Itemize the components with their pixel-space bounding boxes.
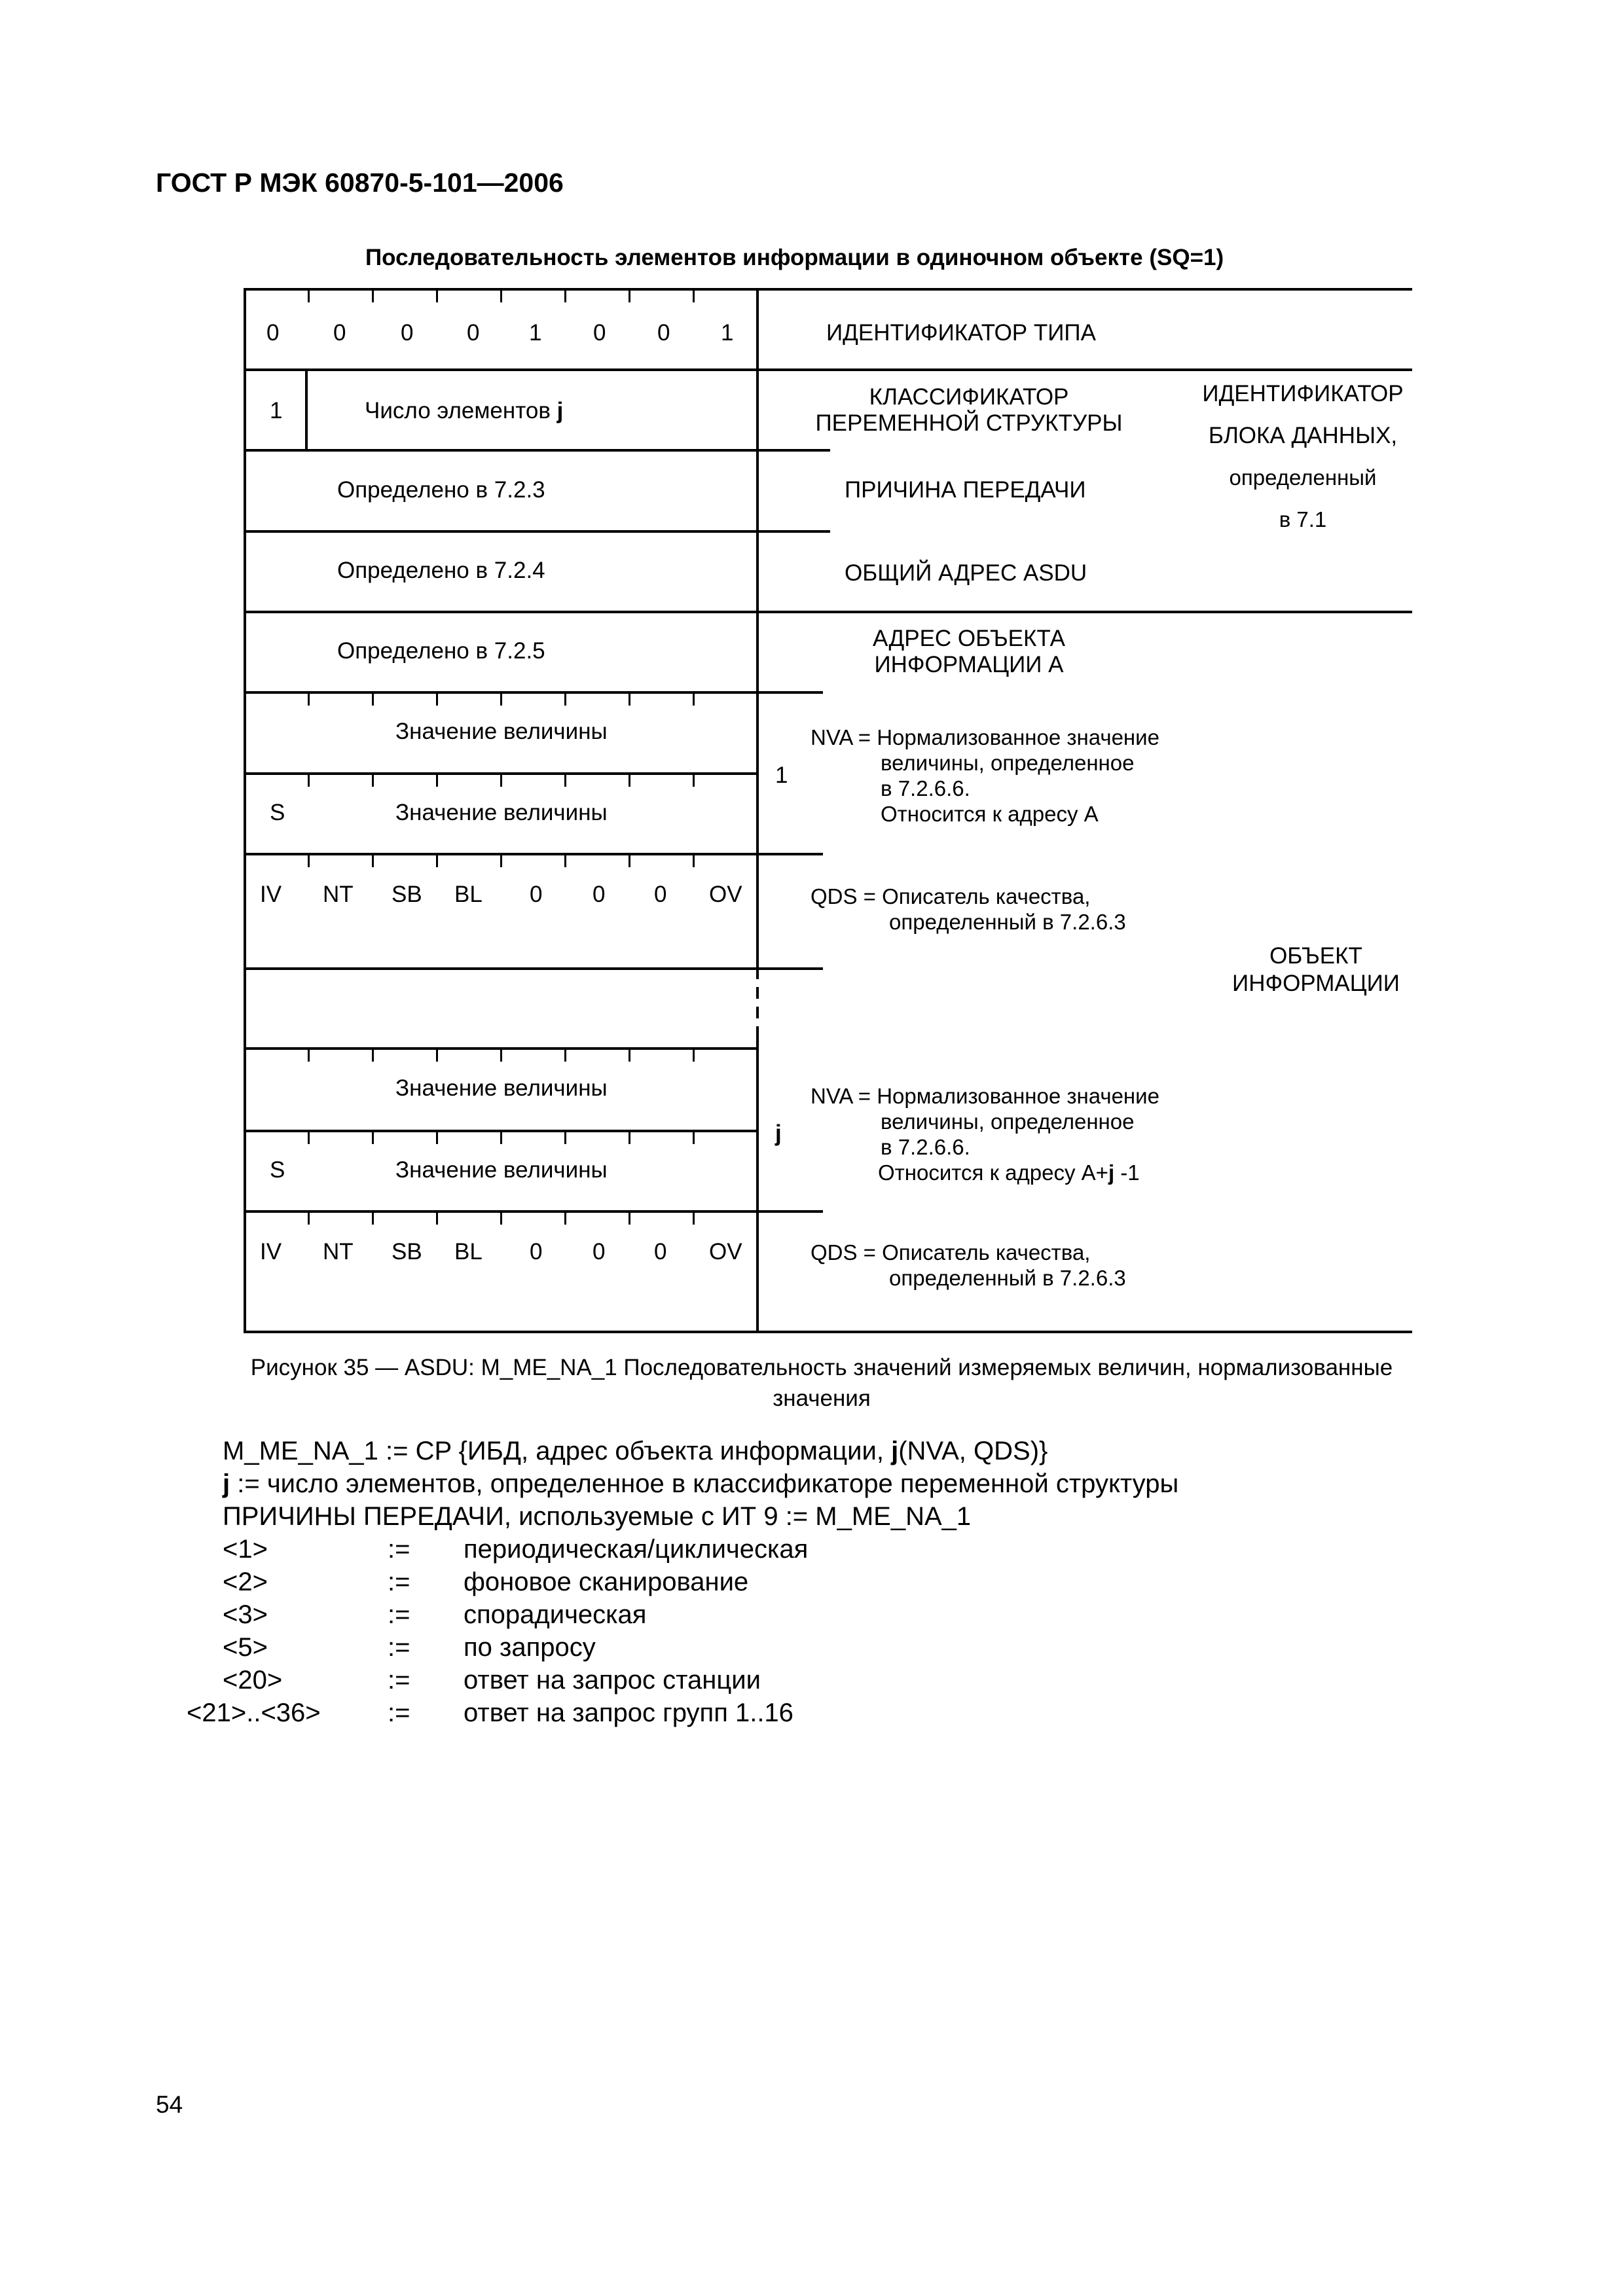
type-bit: 0 bbox=[657, 320, 670, 346]
definition-line: j := число элементов, определенное в классификаторе переменной структуры bbox=[223, 1469, 1179, 1498]
cause-code: <1> bbox=[223, 1535, 268, 1564]
cause-text: ответ на запрос станции bbox=[464, 1666, 761, 1695]
cause-code: <2> bbox=[223, 1568, 268, 1596]
ioa-label: АДРЕС ОБЪЕКТА ИНФОРМАЦИИ А bbox=[873, 626, 1065, 677]
cot-label: ПРИЧИНА ПЕРЕДАЧИ bbox=[845, 477, 1086, 503]
qds-bit: OV bbox=[709, 882, 742, 907]
group-index: j bbox=[775, 1121, 782, 1146]
cause-op: := bbox=[388, 1568, 410, 1596]
type-bit: 0 bbox=[333, 320, 346, 346]
qds-bit: 0 bbox=[593, 1239, 606, 1265]
type-bit: 0 bbox=[467, 320, 480, 346]
type-id-label: ИДЕНТИФИКАТОР ТИПА bbox=[826, 320, 1096, 346]
definition-line: M_ME_NA_1 := CP {ИБД, адрес объекта информации, j(NVA, QDS)} bbox=[223, 1437, 1048, 1465]
data-unit-identifier-label: ИДЕНТИФИКАТОР БЛОКА ДАННЫХ, определенный в 7.1 bbox=[1202, 381, 1404, 531]
common-address-field: Определено в 7.2.4 bbox=[337, 558, 545, 583]
cause-code: <3> bbox=[223, 1600, 268, 1629]
figure-caption: Рисунок 35 — ASDU: M_ME_NA_1 Последовательность значений измеряемых величин, нормализованные значения bbox=[250, 1355, 1393, 1411]
value-row: Значение величины bbox=[395, 1075, 608, 1101]
cause-text: фоновое сканирование bbox=[464, 1568, 749, 1596]
common-address-label: ОБЩИЙ АДРЕС ASDU bbox=[845, 560, 1087, 586]
type-bit: 0 bbox=[593, 320, 606, 346]
value-row: Значение величины bbox=[395, 800, 608, 825]
nva-description: NVA = Нормализованное значение величины, определенное в 7.2.6.6. Относится к адресу А+j -1 bbox=[811, 1084, 1159, 1185]
cause-text: спорадическая bbox=[464, 1600, 647, 1629]
qds-bit: 0 bbox=[530, 882, 543, 907]
type-bit: 0 bbox=[266, 320, 280, 346]
vsq-label: КЛАССИФИКАТОР ПЕРЕМЕННОЙ СТРУКТУРЫ bbox=[815, 384, 1123, 436]
qds-bit: 0 bbox=[654, 882, 667, 907]
type-bit: 1 bbox=[721, 320, 734, 346]
cause-code: <21>..<36> bbox=[187, 1698, 321, 1727]
qds-bit: OV bbox=[709, 1239, 742, 1265]
information-object-label: ОБЪЕКТ ИНФОРМАЦИИ bbox=[1232, 943, 1400, 996]
cause-text: по запросу bbox=[464, 1633, 596, 1662]
ioa-field: Определено в 7.2.5 bbox=[337, 638, 545, 664]
qds-bit: IV bbox=[260, 1239, 282, 1265]
cot-field: Определено в 7.2.3 bbox=[337, 477, 545, 503]
cause-op: := bbox=[388, 1600, 410, 1629]
qds-description: QDS = Описатель качества, определенный в 7.2.6.3 bbox=[811, 884, 1126, 934]
cause-code: <5> bbox=[223, 1633, 268, 1662]
nva-description: NVA = Нормализованное значение величины, определенное в 7.2.6.6. Относится к адресу А bbox=[811, 725, 1159, 826]
group-index: 1 bbox=[775, 762, 788, 788]
cause-op: := bbox=[388, 1535, 410, 1564]
qds-bit: SB bbox=[392, 1239, 422, 1265]
qds-bit: NT bbox=[323, 1239, 354, 1265]
diagram-title: Последовательность элементов информации в одиночном объекте (SQ=1) bbox=[365, 245, 1224, 270]
vsq-count-label: Число элементов j bbox=[365, 398, 564, 423]
cause-text: периодическая/циклическая bbox=[464, 1535, 809, 1564]
qds-description: QDS = Описатель качества, определенный в 7.2.6.3 bbox=[811, 1240, 1126, 1290]
document-header: ГОСТ Р МЭК 60870-5-101—2006 bbox=[156, 168, 564, 198]
qds-bit: 0 bbox=[530, 1239, 543, 1265]
value-row: Значение величины bbox=[395, 1157, 608, 1183]
qds-bit: NT bbox=[323, 882, 354, 907]
sign-bit: S bbox=[270, 1157, 285, 1183]
qds-bit: 0 bbox=[593, 882, 606, 907]
cause-text: ответ на запрос групп 1..16 bbox=[464, 1698, 793, 1727]
sq-bit: 1 bbox=[270, 398, 283, 423]
definition-line: ПРИЧИНЫ ПЕРЕДАЧИ, используемые с ИТ 9 := M_ME_NA_1 bbox=[223, 1502, 972, 1531]
type-bit: 0 bbox=[401, 320, 414, 346]
qds-bit: BL bbox=[454, 1239, 483, 1265]
sign-bit: S bbox=[270, 800, 285, 825]
qds-bit: 0 bbox=[654, 1239, 667, 1265]
qds-bit: BL bbox=[454, 882, 483, 907]
page-number: 54 bbox=[156, 2091, 183, 2118]
qds-bit: SB bbox=[392, 882, 422, 907]
cause-op: := bbox=[388, 1666, 410, 1695]
value-row: Значение величины bbox=[395, 719, 608, 744]
cause-code: <20> bbox=[223, 1666, 283, 1695]
type-bit: 1 bbox=[529, 320, 542, 346]
qds-bit: IV bbox=[260, 882, 282, 907]
cause-op: := bbox=[388, 1633, 410, 1662]
cause-op: := bbox=[388, 1698, 410, 1727]
